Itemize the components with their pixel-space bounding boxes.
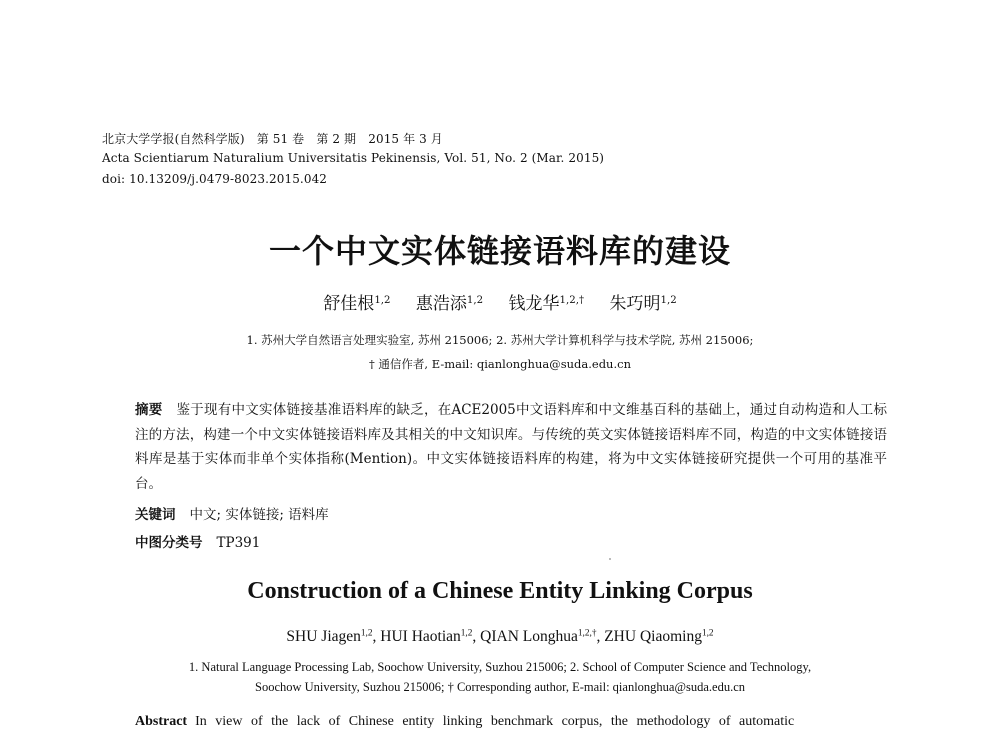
author-en: QIAN Longhua$^{1,2,\dagger}$	[480, 628, 597, 645]
abstract-label-en: Abstract	[135, 714, 188, 729]
journal-header-cn: 北京大学学报(自然科学版) 第 51 卷 第 2 期 2015 年 3 月	[102, 132, 443, 146]
author-en: HUI Haotian$^{1,2}$	[380, 628, 473, 645]
keywords-cn	[135, 503, 329, 523]
keywords-text: 中文; 实体链接; 语料库	[189, 507, 329, 523]
abstract-cn	[135, 398, 887, 496]
affiliation-en: 1. Natural Language Processing Lab, Soochow University, Suzhou 215006; 2. School of Computer Science and Technology,	[188, 660, 812, 674]
classification-cn	[135, 531, 260, 551]
classification-label: 中图分类号	[135, 535, 203, 551]
keywords-label: 关键词	[135, 507, 176, 523]
author-list-en: SHU Jiagen$^{1,2}$, HUI Haotian$^{1,2}$, QIAN Longhua$^{1,2,\dagger}$, ZHU Qiaoming$^{1,2}$	[286, 628, 714, 645]
abstract-label-cn: 摘要	[135, 402, 163, 418]
author-cn: 钱龙华$^{1,2,\dagger}$	[508, 294, 585, 314]
journal-header-en: Acta Scientiarum Naturalium Universitatis Pekinensis, Vol. 51, No. 2 (Mar. 2015)	[102, 151, 605, 165]
corresponding-author-en: Soochow University, Suzhou 215006; † Corresponding author, E-mail: qianlonghua@suda.edu.cn	[255, 680, 745, 694]
author-cn: 惠浩添$^{1,2}$	[415, 294, 484, 314]
scan-speck	[609, 558, 611, 560]
paper-title-cn: 一个中文实体链接语料库的建设	[268, 232, 731, 270]
corresponding-author-cn: † 通信作者, E-mail: qianlonghua@suda.edu.cn	[369, 357, 631, 371]
author-cn: 舒佳根$^{1,2}$	[323, 294, 391, 314]
abstract-text-cn: 鉴于现有中文实体链接基准语料库的缺乏，在ACE2005中文语料库和中文维基百科的基础上，通过自动构造和人工标注的方法，构建一个中文实体链接语料库及其相关的中文知识库。与传统的英文实体链接语料库不同，构造的中文实体链接语料库是基于实体而非单个实体指称(Mention)。中文实体链接语料库的构建，将为中文实体链接研究提供一个可用的基准平台。	[135, 402, 887, 492]
author-en: ZHU Qiaoming$^{1,2}$	[604, 628, 714, 645]
paper-title-en: Construction of a Chinese Entity Linking Corpus	[247, 578, 753, 604]
author-cn: 朱巧明$^{1,2}$	[609, 294, 677, 314]
author-list-cn	[0, 289, 1000, 314]
author-en: SHU Jiagen$^{1,2}$	[286, 628, 373, 645]
abstract-text-en: In view of the lack of Chinese entity linking benchmark corpus, the methodology of automatic	[195, 714, 795, 729]
affiliation-cn: 1. 苏州大学自然语言处理实验室, 苏州 215006; 2. 苏州大学计算机科学与技术学院, 苏州 215006;	[246, 333, 754, 347]
classification-code: TP391	[216, 535, 261, 551]
doi-line: doi: 10.13209/j.0479-8023.2015.042	[102, 172, 328, 186]
